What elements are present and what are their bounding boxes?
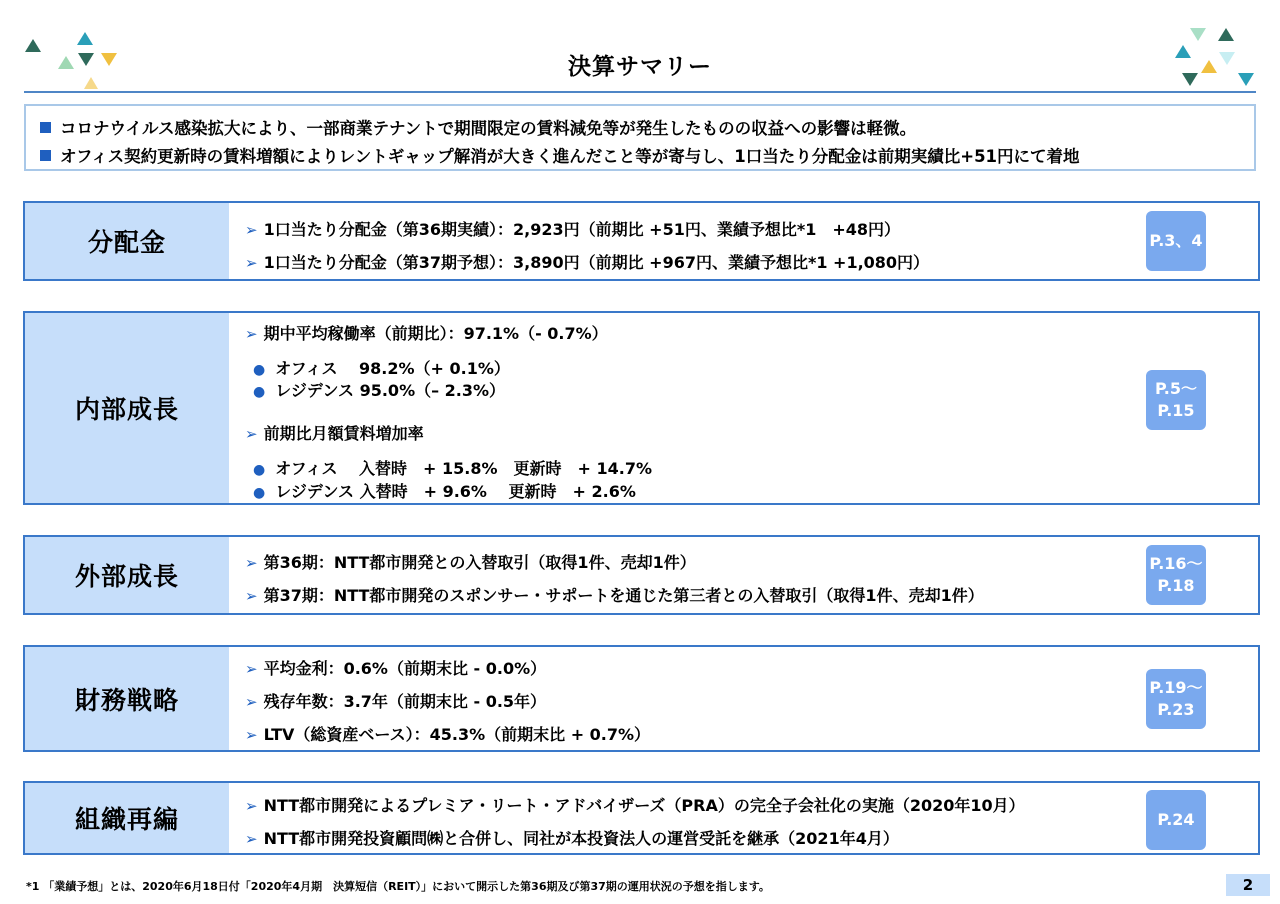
list-item: ➢ 前期比月額賃料増加率: [245, 424, 424, 443]
section-distribution: [23, 201, 1260, 281]
summary-line: コロナウイルス感染拡大により、一部商業テナントで期間限定の賃料減免等が発生したものの収益への影響は軽微。: [40, 115, 916, 139]
section-label: 財務戦略: [25, 647, 229, 750]
list-item: ➢ LTV（総資産ベース）：45.3%（前期末比 + 0.7%）: [245, 725, 651, 744]
list-item: ➢ 1口当たり分配金（第37期予想）：3,890円（前期比 +967円、業績予想比*1 +1,080円）: [245, 253, 930, 272]
section-label: 分配金: [25, 203, 229, 279]
list-item: ➢ 第36期：NTT都市開発との入替取引（取得1件、売却1件）: [245, 553, 696, 572]
square-bullet-icon: [40, 122, 51, 133]
arrow-bullet-icon: ➢: [245, 325, 258, 343]
page-ref-badge[interactable]: P.3、4: [1146, 211, 1206, 271]
arrow-bullet-icon: ➢: [245, 660, 258, 678]
list-subitem: ● オフィス 98.2%（+ 0.1%）: [253, 359, 510, 378]
section-label: 組織再編: [25, 783, 229, 853]
list-item: ➢ 平均金利：0.6%（前期末比 - 0.0%）: [245, 659, 547, 678]
list-item: ➢ NTT都市開発投資顧問㈱と合併し、同社が本投資法人の運営受託を継承（2021年4月）: [245, 829, 899, 848]
list-subitem: ● レジデンス 入替時 + 9.6% 更新時 + 2.6%: [253, 482, 636, 501]
arrow-bullet-icon: ➢: [245, 221, 258, 239]
section-label: 内部成長: [25, 313, 229, 503]
arrow-bullet-icon: ➢: [245, 254, 258, 272]
square-bullet-icon: [40, 150, 51, 161]
summary-box: [24, 104, 1256, 171]
list-subitem: ● オフィス 入替時 + 15.8% 更新時 + 14.7%: [253, 459, 652, 478]
page-title: 決算サマリー: [568, 54, 712, 80]
title-divider: [24, 91, 1256, 93]
list-item: ➢ 期中平均稼働率（前期比）：97.1%（- 0.7%）: [245, 324, 608, 343]
arrow-bullet-icon: ➢: [245, 693, 258, 711]
list-subitem: ● レジデンス 95.0%（– 2.3%）: [253, 381, 506, 400]
section-internal-growth: [23, 311, 1260, 505]
section-reorganization: [23, 781, 1260, 855]
list-item: ➢ 1口当たり分配金（第36期実績）：2,923円（前期比 +51円、業績予想比*1 +48円）: [245, 220, 901, 239]
arrow-bullet-icon: ➢: [245, 830, 258, 848]
footnote: *1 「業績予想」とは、2020年6月18日付「2020年4月期 決算短信（REIT）」において開示した第36期及び第37期の運用状況の予想を指します。: [26, 880, 770, 893]
list-item: ➢ 残存年数：3.7年（前期末比 - 0.5年）: [245, 692, 547, 711]
summary-line: オフィス契約更新時の賃料増額によりレントギャップ解消が大きく進んだこと等が寄与し、1口当たり分配金は前期実績比+51円にて着地: [40, 143, 1080, 167]
page-ref-badge[interactable]: P.19～ P.23: [1146, 669, 1206, 729]
list-item: ➢ 第37期：NTT都市開発のスポンサー・サポートを通じた第三者との入替取引（取得1件、売却1件）: [245, 586, 984, 605]
dot-bullet-icon: ●: [253, 384, 266, 400]
arrow-bullet-icon: ➢: [245, 726, 258, 744]
dot-bullet-icon: ●: [253, 462, 266, 478]
arrow-bullet-icon: ➢: [245, 554, 258, 572]
page-ref-badge[interactable]: P.24: [1146, 790, 1206, 850]
page-number: 2: [1226, 874, 1270, 896]
section-external-growth: [23, 535, 1260, 615]
section-financial-strategy: [23, 645, 1260, 752]
page-ref-badge[interactable]: P.16～ P.18: [1146, 545, 1206, 605]
arrow-bullet-icon: ➢: [245, 587, 258, 605]
arrow-bullet-icon: ➢: [245, 797, 258, 815]
decorative-triangle-icon: [77, 32, 93, 45]
section-label: 外部成長: [25, 537, 229, 613]
list-item: ➢ NTT都市開発によるプレミア・リート・アドバイザーズ（PRA）の完全子会社化の実施（2020年10月）: [245, 796, 1025, 815]
decorative-triangle-icon: [1190, 28, 1206, 41]
decorative-triangle-icon: [1218, 28, 1234, 41]
arrow-bullet-icon: ➢: [245, 425, 258, 443]
dot-bullet-icon: ●: [253, 362, 266, 378]
page-ref-badge[interactable]: P.5～ P.15: [1146, 370, 1206, 430]
dot-bullet-icon: ●: [253, 485, 266, 501]
